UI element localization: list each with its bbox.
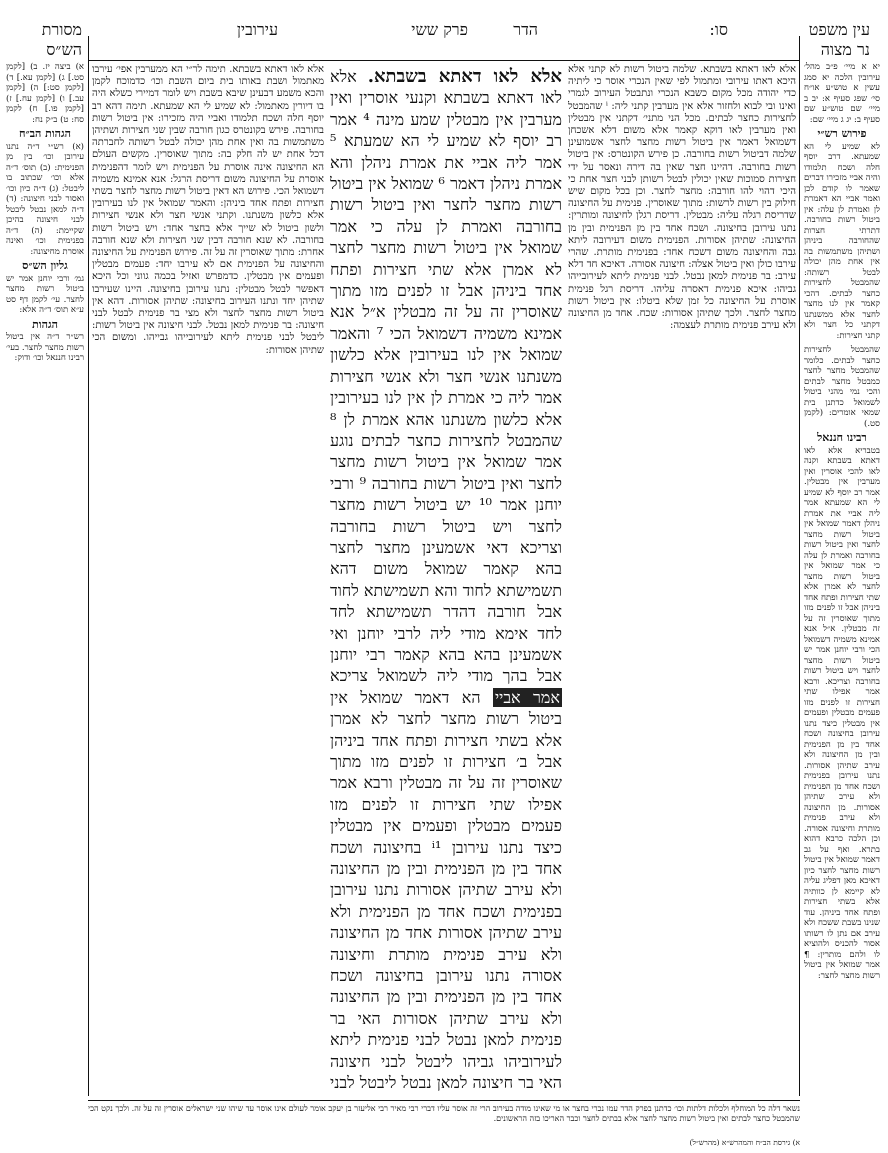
hagahot-heading: הגהות [32, 317, 58, 331]
gilyon-hashas-heading: גליון הש״ס [22, 259, 68, 272]
chapter-name: פרק ששי [411, 20, 468, 39]
gilyon-hashas-text: גמ׳ ורבי יוחנן אמר יש ביטול רשות מחצר לחצר. עי׳ לקמן דף סט ע״א תוס׳ ד״ה אלא: [6, 273, 84, 315]
right-margin [804, 62, 880, 1097]
chapter-word: הדר [513, 20, 538, 39]
right-corner-label [806, 20, 870, 64]
gemara-text-bottom: שתיהן אסורות נתנו עירובן בפנימית ושכח אחד מן הפנימית ולא עירב שתיהן אסורות אחד מן החיצונה ולא עירב פנימית מותרת וחיצונה אסורה נתנו עירובן בחיצונה ושכח אחד בין מן הפנימית ובין מן החיצונה ולא עירב שתיהן אסורות האי בר פנימית למאן נבטל לבני פנימית ליתא לעירוביהו גביהו ליבטל לבני חיצונה האי בר חיצונה למאן נבטל ליבטל לבני [330, 880, 562, 1093]
tosafot-text: אלא לאו דאתא בשבתא. תימה לר״י הא ממערבין אפי׳ עירבו מאתמול ושבת באותו בית ביום השבת וכו׳ כדמוכח לקמן והכא משמע דבעינן שיבא בשבת ויש לומר דמיירי כשלא היה בו דיורין מאתמול: לא שמיע לי הא שמעתא. תימה דהא רב יוסף חלה ושכח תלמודו ואביי היה מזכירו: אין ביטול רשות בחורבה. פירש בקונטרס כגון חורבה שבין שני חצירות ושתיהן משתמשות בה ואין אחת מהן יכולה לבטל רשותה לחברתה דכל אחת יש לה חלק בה: מתוך שאוסרין. מקשים העולם הא החיצונה אינה אוסרת על הפנימית ויש לומר דהפנימית אוסרת על החיצונה משום דריסת הרגל: אנא אמינא משמיה דשמואל הכי. פירוש הא דאין ביטול רשות מחצר לחצר בשתי חצירות ופתח אחד ביניהן: והאמר שמואל אין לנו בעירובין אלא כלשון משנתנו. וקתני אנשי חצר ולא אנשי חצירות ולשון ביטול לא שייך אלא בחצר אחד: ויש ביטול רשות בחורבה. לא שנא חורבה דבין שני חצירות ולא שנא חורבה אחרת: מתוך שאוסרין זה על זה. פירוש הפנימית על החיצונה והחיצונה על הפנימית אם לא עירבו יחד: פעמים מבטלין ופעמים אין מבטלין. כדמפרש ואזיל בכמה גווני וכל היכא דאפשר לבטל מבטלין: נתנו עירובן בחיצונה. היינו שעירבו שתיהן יחד ונתנו העירוב בחיצונה: שתיהן אסורות. דהא אין ביטול רשות מחצר לחצר ולא מצי בר פנימית לבטל לבני חיצונה: בר פנימית למאן נבטל. לבני חיצונה אין ביטול רשות: ליבטל לבני פנימית ליתא לעירובייהו גבייהו. ומשום הכי שתיהן אסורות: [92, 64, 324, 356]
rashi-commentary [568, 64, 796, 1096]
gemara-opening: אלא לאו דאתא בשבתא. [367, 66, 562, 87]
footnote-text: א) גירסת הב״ח והמהרש״א (מהרש״ל) [689, 1138, 800, 1147]
rashi-side-text: לא שמיע לי הא שמעתא. דרב יוסף חלה ושכח תלמודו והיה אביי מזכירו דברים שאמר לו קודם לכן ואמר אביי הא דאמרת לן ואמרת לן עלה: אין ביטול רשות בחורבה. דתרתי חצרות שהחורבה ביניהן ושתיהן משתמשות בה אין אחת מהן יכולה לבטל רשותה: שהמבטל לחצירות כחצר לבתים. דהכי קאמר אין לנו מחצר לחצר אלא ממשנתנו דקתני כל חצר ולא קתני חצירות: [804, 141, 880, 341]
mesoret-hashas: א) ביצה יז. ב) [לקמן סט.] ג) [לקמן עא.] ד) [לקמן סט:] ה) [לקמן עב.] ו) [לקמן עח.] ז) [לקמן פו.] ח) לקמן סח: ט) ב״ק נח: [6, 62, 84, 125]
mesoret-label: מסורת [41, 20, 82, 39]
footer-note-text: נשאר דלה כל המוחלף ולכלות דלתות וכו׳ כדתנן בפרק הדר עמו נכרי בחצר או מי שאינו מודה בעירוב הרי זה אוסר עליו דברי רבי מאיר רבי אליעזר בן יעקב אומר לעולם אינו אוסר עד שיהו שני ישראלים אוסרין זה על זה. ולכך נקט הכי שהמבטל כחצר לבתים ואין ביטול רשות מחצר לחצר אלא בבתים לחצר וכבר האריכו בזה הראשונים. [88, 1104, 800, 1123]
tosafot-column [92, 64, 324, 1096]
hashas-label: הש״ס [46, 40, 82, 59]
rashi-text: אלא לאו דאתא בשבתא. שלמה ביטול רשות לא קתני אלא היכא דאתו עירובי ומתמול לפי שאין הנכרי אוסר כי ליתיה כדי יהודה מכל מקום כשבא הנכרי ונתבטל העירוב לגמרי ואינו ובי לבוא ולחזור אלא אין מערבין קתני ליה: ⁱ שהמבטל לחצירות כחצר לבתים. מכל הני מתני׳ דקתני אין מבטלין ואין מערבין לאו דוקא קאמר אלא משום דלא אשכחן דשמואל דאמר אין ביטול רשות מחצר לחצר אשמועינן שלמה דביטול רשות בחורבה. כן פירש הקונטרס: אין ביטול רשות בחורבה. דהיינו חצר שאין בה דירה ונאסר על ידי חצירות סמוכות שאין יכולין לבטל רשותן לבני חצר אחת כי היכי דהוי להו חורבה: מחצר לחצר. וכן בכל מקום שיש חילוק בין רשות לרשות: מתוך שאוסרין. פנימית על החיצונה שדריסת רגלה עליה: מבטלין. דריסת רגלן לחיצונה ומותרין: נתנו עירובן בחיצונה. ושכח אחד בין מן הפנימית ובין מן החיצונה: שתיהן אסורות. הפנימית משום דעירובה ליתא גבה והחיצונה משום דשכח אחד: בפנימית מותרת. שהרי עירבו כולן ואין ביטול אצלה: חיצונה אסורה. דאיכא חד דלא עירב: בר פנימית למאן נבטל. לבני פנימית ליתא לעירובייהו גביהו: איכא פנימית דאסרה עליהו. דריסת רגל פנימית אוסרת על החיצונה כל זמן שלא ביטלו: אין ביטול רשות מחצר לחצר. ולכך שתיהן אסורות: שכח. אחד מן החיצונה ולא עירב פנימית מותרת לעצמה: [568, 64, 796, 332]
rabbeinu-chananel-heading: רבינו חננאל [817, 431, 867, 444]
mesoret-side-text: שהמבטל לחצירות כחצר לבתים. כלומר שהמבטל מחצר לחצר כמבטל מחצר לבתים והכי נמי מהני ביטול לשמואל כדתנן בית שמאי אומרים: (לקמן סט.) [804, 345, 880, 429]
footer-note [88, 1104, 800, 1136]
rabbeinu-chananel-text: בטבריא אלא לאו דאתא בשבתא וקנה לאו להכי אוסרין ואין מערבין אין מבטלין. אמר רב יוסף לא שמיע לי הא שמעתא אמר ליה אביי את אמרת ניהלן דאמר שמואל אין ביטול רשות מחצר לחצר ואין ביטול רשות בחורבה ואמרת לן עלה כי אמר שמואל אין ביטול רשות מחצר לחצר לא אמרן אלא שתי חצירות ופתח אחד ביניהן אבל זו לפנים מזו מתוך שאוסרין זה על זה מבטלין. א״ל אנא אמינא משמיה דשמואל הכי ורבי יוחנן אמר יש ביטול רשות מחצר לחצר ויש ביטול רשות בחורבה וצריכא. ורבא אמר אפילו שתי חצירות זו לפנים מזו פעמים מבטלין ופעמים אין מבטלין כיצד נתנו עירובן בחיצונה ושכח אחד בין מן הפנימית ובין מן החיצונה ולא עירב שתיהן אסורות. נתנו עירובן בפנימית ושכח אחד מן הפנימית ולא עירב שתיהן אסורות. מן החיצונה ולא עירב פנימית מותרת וחיצונה אסורה. וכן הלכה כרבא דהוא בתרא. ואף על גב דאמר שמואל אין ביטול רשות מחצר לחצר כיון דאיכא מאן דפליג עליה לא קיימא לן כוותיה אלא בשתי חצירות ופתח אחד ביניהן. עוד שנינו בשבת ששכח ולא עירב אם נתן לו רשותו אסור להכניס ולהוציא לו ולהם מותרין: ¶ אמר שמואל אין ביטול רשות מחצר לחצר: [804, 445, 880, 981]
ein-mishpat-label: עין משפט [808, 20, 870, 39]
gemara-block [330, 66, 562, 1096]
ein-mishpat: יא א מיי׳ פ״ב מהל׳ עירובין הלכה יא סמג עשין א טוש״ע או״ח סי׳ שפג סעיף א: יב ב מיי׳ שם טוש״ע שם סעיף ב: יג ג מיי׳ שם: [804, 62, 880, 125]
tractate-name: עירובין [236, 20, 278, 39]
page-number: סו: [709, 20, 728, 39]
gemara-text-after-highlight: הא דאמר שמואל אין ביטול רשות מחצר לחצר לא אמרן אלא בשתי חצירות ופתח אחד ביניהן אבל ב׳ חצירות זו לפנים מזו מתוך שאוסרין זה על זה מבטלין ורבא אמר אפילו שתי חצירות זו לפנים מזו פעמים מבטלין ופעמים אין מבטלין כיצד נתנו עירובן ⁱ¹ בחיצונה ושכח אחד בין מן הפנימית ובין מן החיצונה ולא עירב [330, 687, 562, 900]
hagahot-text: רש״ר ד״ה אין ביטול רשות מחצר לחצר. בעי׳ רבינו חננאל וכו׳ ודוק: [6, 332, 84, 363]
gemara-text-top: אלא לאו דאתא בשבתא וקנעי אוסרין ואין מערבין אין מבטלין שמע מינה ⁴ אמר רב יוסף לא שמיע לי הא שמעתא ⁵ אמר ליה אביי את אמרת ניהלן והא אמרת ניהלן דאמר ⁶ שמואל אין ביטול רשות מחצר לחצר ואין ביטול רשות בחורבה ואמרת לן עלה כי אמר שמואל אין ביטול רשות מחצר לחצר לא אמרן אלא שתי חצירות ופתח אחד ביניהן אבל זו לפנים מזו מתוך שאוסרין זה על זה מבטלין א״ל אנא אמינא משמיה דשמואל הכי ⁷ והאמר שמואל אין לנו בעירובין אלא כלשון משנתנו אנשי חצר ולא אנשי חצירות אמר ליה כי אמרת לן אין לנו בעירובין אלא כלשון משנתנו אהא אמרת לן ⁸ שהמבטל לחצירות כחצר לבתים נוגע אמר שמואל אין ביטול רשות מחצר לחצר ואין ביטול רשות בחורבה ⁹ ורבי יוחנן אמר ¹⁰ יש ביטול רשות מחצר לחצר ויש ביטול רשות בחורבה וצריכא דאי אשמעינן מחצר לחצר בהא קאמר שמואל משום דהא תשמישתא לחוד והא תשמישתא לחוד אבל חורבה דהדר תשמישתא לחד לחד אימא מודי ליה לרבי יוחנן ואי אשמעינן בהא בהא קאמר רבי יוחנן אבל בהך מודי ליה לשמואל צריכא [330, 67, 562, 686]
footer-rule [88, 1100, 800, 1101]
left-margin [6, 62, 84, 442]
rashi-side-heading: פירוש רש״י [817, 127, 867, 140]
hagahot-bach-text: (א) רש״י ד״ה נתנו עירובן וכו׳ בין מן הפנימית: (ב) תוס׳ ד״ה אלא וכו׳ שכתוב בו ליבטל: (ג) ד״ה כיון וכו׳ ואסור לבני חיצונה: (ד) ד״ה למאן נבטל ליבטל לבני חיצונה בהיכן שקיימת: (ה) ד״ה בפנימית וכו׳ ואינה אוסרת מחיצונה: [6, 141, 84, 257]
hagahot-bach-heading: הגהות הב״ח [19, 127, 71, 140]
ner-mitzvah-label: נר מצוה [820, 40, 870, 59]
left-margin-rule [88, 36, 89, 1096]
header-rule [88, 60, 800, 61]
highlighted-phrase: אמר אביי [494, 687, 560, 707]
right-margin-rule [799, 36, 800, 1096]
footer-footnote [88, 1138, 800, 1150]
left-corner-label [18, 20, 82, 64]
